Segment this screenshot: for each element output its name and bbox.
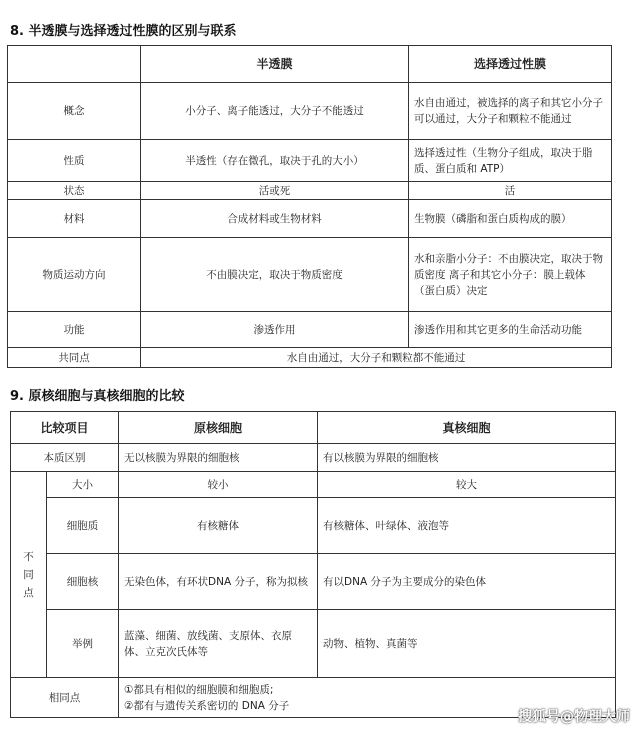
difference-label: 不 同 点 [11, 472, 47, 678]
cell: 无染色体，有环状DNA 分子，称为拟核 [119, 554, 318, 610]
table-row [8, 238, 612, 312]
cell: 较大 [318, 472, 616, 498]
cell: 活或死 [141, 182, 409, 200]
row-label: 性质 [8, 140, 141, 182]
table-row [8, 140, 612, 182]
row-label: 大小 [47, 472, 119, 498]
same-point-1: ①都具有相似的细胞膜和细胞质; [124, 683, 274, 696]
same-point-2: ②都有与遗传关系密切的 DNA 分子 [124, 699, 290, 712]
table-row [8, 200, 612, 238]
cell: 生物膜（磷脂和蛋白质构成的膜） [409, 200, 612, 238]
membrane-comparison-table [7, 45, 612, 368]
header-eukaryote: 真核细胞 [318, 412, 616, 444]
table-row [11, 444, 616, 472]
cell: 蓝藻、细菌、放线菌、支原体、衣原体、立克次氏体等 [119, 610, 318, 678]
row-label: 细胞质 [47, 498, 119, 554]
row-label: 细胞核 [47, 554, 119, 610]
table-row [11, 554, 616, 610]
cell: 无以核膜为界限的细胞核 [119, 444, 318, 472]
cell: 水自由通过，被选择的离子和其它小分子可以通过，大分子和颗粒不能通过 [409, 83, 612, 140]
cell-comparison-table [10, 411, 616, 718]
cell: 合成材料或生物材料 [141, 200, 409, 238]
cell: 小分子、离子能透过，大分子不能透过 [141, 83, 409, 140]
row-label: 状态 [8, 182, 141, 200]
cell: 水自由通过，大分子和颗粒都不能通过 [141, 348, 612, 368]
section8-title: 8. 半透膜与选择透过性膜的区别与联系 [10, 24, 237, 39]
row-label: 功能 [8, 312, 141, 348]
table-row-common [8, 348, 612, 368]
cell: 渗透作用 [141, 312, 409, 348]
table-row [11, 472, 616, 498]
row-label: 本质区别 [11, 444, 119, 472]
header-blank [8, 46, 141, 83]
cell: 有核糖体 [119, 498, 318, 554]
table-row [11, 498, 616, 554]
cell: 有以核膜为界限的细胞核 [318, 444, 616, 472]
cell: 动物、植物、真菌等 [318, 610, 616, 678]
row-label: 共同点 [8, 348, 141, 368]
table-row [8, 182, 612, 200]
cell: 水和亲脂小分子：不由膜决定，取决于物质密度 离子和其它小分子：膜上载体（蛋白质）决定 [409, 238, 612, 312]
cell: 较小 [119, 472, 318, 498]
cell: 有核糖体、叶绿体、液泡等 [318, 498, 616, 554]
table-row [11, 610, 616, 678]
table-row [8, 83, 612, 140]
cell: 活 [409, 182, 612, 200]
row-label: 物质运动方向 [8, 238, 141, 312]
cell: 不由膜决定，取决于物质密度 [141, 238, 409, 312]
table-row [8, 312, 612, 348]
section9-title: 9. 原核细胞与真核细胞的比较 [10, 389, 185, 404]
watermark: 搜狐号@物理大师 [518, 709, 630, 725]
row-label: 材料 [8, 200, 141, 238]
row-label: 相同点 [11, 678, 119, 718]
row-label: 概念 [8, 83, 141, 140]
row-label: 举例 [47, 610, 119, 678]
header-prokaryote: 原核细胞 [119, 412, 318, 444]
header-semi-permeable: 半透膜 [141, 46, 409, 83]
cell: 选择透过性（生物分子组成，取决于脂质、蛋白质和 ATP） [409, 140, 612, 182]
cell: 渗透作用和其它更多的生命活动功能 [409, 312, 612, 348]
header-selective-membrane: 选择透过性膜 [409, 46, 612, 83]
cell: 有以DNA 分子为主要成分的染色体 [318, 554, 616, 610]
header-compare-item: 比较项目 [11, 412, 119, 444]
cell: 半透性（存在微孔，取决于孔的大小） [141, 140, 409, 182]
